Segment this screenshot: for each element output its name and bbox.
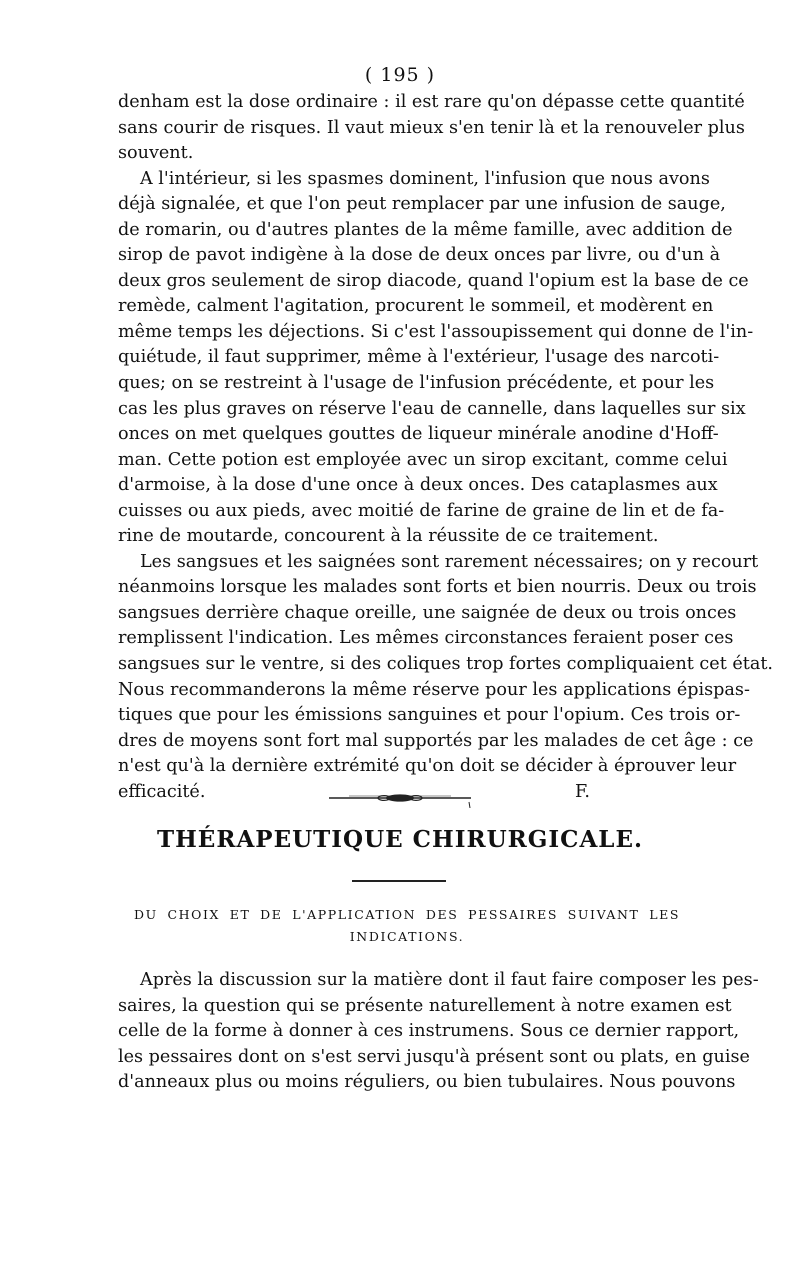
- body-text-bottom: [118, 968, 759, 1096]
- text-line: cuisses ou aux pieds, avec moitié de farine de graine de lin et de fa-: [118, 500, 725, 521]
- text-line: les pessaires dont on s'est servi jusqu'à présent sont ou plats, en guise: [118, 1046, 750, 1067]
- author-signature: F.: [574, 781, 590, 802]
- text-line: Les sangsues et les saignées sont rarement nécessaires; on y recourt: [140, 551, 759, 572]
- text-line: saires, la question qui se présente naturellement à notre examen est: [118, 995, 732, 1016]
- ornamental-rule-icon: [329, 788, 471, 808]
- text-line: remède, calment l'agitation, procurent le sommeil, et modèrent en: [118, 296, 714, 317]
- text-line: sirop de pavot indigène à la dose de deux onces par livre, ou d'un à: [118, 245, 721, 266]
- text-line: de romarin, ou d'autres plantes de la même famille, avec addition de: [118, 219, 733, 240]
- subtitle-line: INDICATIONS.: [349, 929, 465, 944]
- divider-rule: [352, 880, 446, 882]
- text-line: denham est la dose ordinaire : il est rare qu'on dépasse cette quantité: [118, 92, 745, 112]
- text-line: Après la discussion sur la matière dont il faut faire composer les pes-: [140, 970, 759, 990]
- subtitle-line: DU CHOIX ET DE L'APPLICATION DES PESSAIRES SUIVANT LES: [134, 907, 680, 922]
- text-line: déjà signalée, et que l'on peut remplacer par une infusion de sauge,: [118, 194, 726, 215]
- paragraph-3: [118, 550, 773, 805]
- text-line: d'armoise, à la dose d'une once à deux onces. Des cataplasmes aux: [118, 475, 718, 496]
- text-line: d'anneaux plus ou moins réguliers, ou bien tubulaires. Nous pouvons: [118, 1072, 736, 1093]
- page-number: ( 195 ): [364, 64, 436, 86]
- text-line: même temps les déjections. Si c'est l'assoupissement qui donne de l'in-: [118, 321, 754, 342]
- text-line: celle de la forme à donner à ces instrumens. Sous ce dernier rapport,: [118, 1021, 740, 1042]
- text-line: sans courir de risques. Il vaut mieux s'en tenir là et la renouveler plus: [118, 117, 745, 138]
- text-line: quiétude, il faut supprimer, même à l'extérieur, l'usage des narcoti-: [118, 347, 720, 368]
- body-text-top: [118, 90, 773, 805]
- paragraph-1: [118, 90, 745, 167]
- text-line: onces on met quelques gouttes de liqueur minérale anodine d'Hoff-: [118, 424, 719, 445]
- text-line: A l'intérieur, si les spasmes dominent, l'infusion que nous avons: [140, 168, 710, 189]
- text-line: cas les plus graves on réserve l'eau de cannelle, dans laquelles sur six: [118, 398, 746, 419]
- text-line: deux gros seulement de sirop diacode, quand l'opium est la base de ce: [118, 270, 749, 291]
- text-line: man. Cette potion est employée avec un sirop excitant, comme celui: [118, 449, 728, 470]
- section-title: THÉRAPEUTIQUE CHIRURGICALE.: [156, 826, 644, 853]
- article-subtitle: [134, 904, 680, 948]
- paragraph-2: [118, 167, 754, 550]
- text-line: Nous recommanderons la même réserve pour les applications épispas-: [118, 679, 750, 700]
- text-line: souvent.: [118, 143, 194, 164]
- text-line: remplissent l'indication. Les mêmes circonstances feraient poser ces: [118, 628, 734, 649]
- text-line: rine de moutarde, concourent à la réussite de ce traitement.: [118, 526, 659, 547]
- text-line: tiques que pour les émissions sanguines et pour l'opium. Ces trois or-: [118, 705, 741, 726]
- text-line: n'est qu'à la dernière extrémité qu'on doit se décider à éprouver leur: [118, 756, 737, 777]
- text-line: efficacité.: [118, 781, 206, 802]
- text-line: sangsues derrière chaque oreille, une saignée de deux ou trois onces: [118, 602, 737, 623]
- text-line: sangsues sur le ventre, si des coliques trop fortes compliquaient cet état.: [118, 654, 773, 675]
- text-line: ques; on se restreint à l'usage de l'infusion précédente, et pour les: [118, 373, 715, 394]
- text-line: néanmoins lorsque les malades sont forts et bien nourris. Deux ou trois: [118, 577, 757, 598]
- text-line: dres de moyens sont fort mal supportés par les malades de cet âge : ce: [118, 730, 754, 751]
